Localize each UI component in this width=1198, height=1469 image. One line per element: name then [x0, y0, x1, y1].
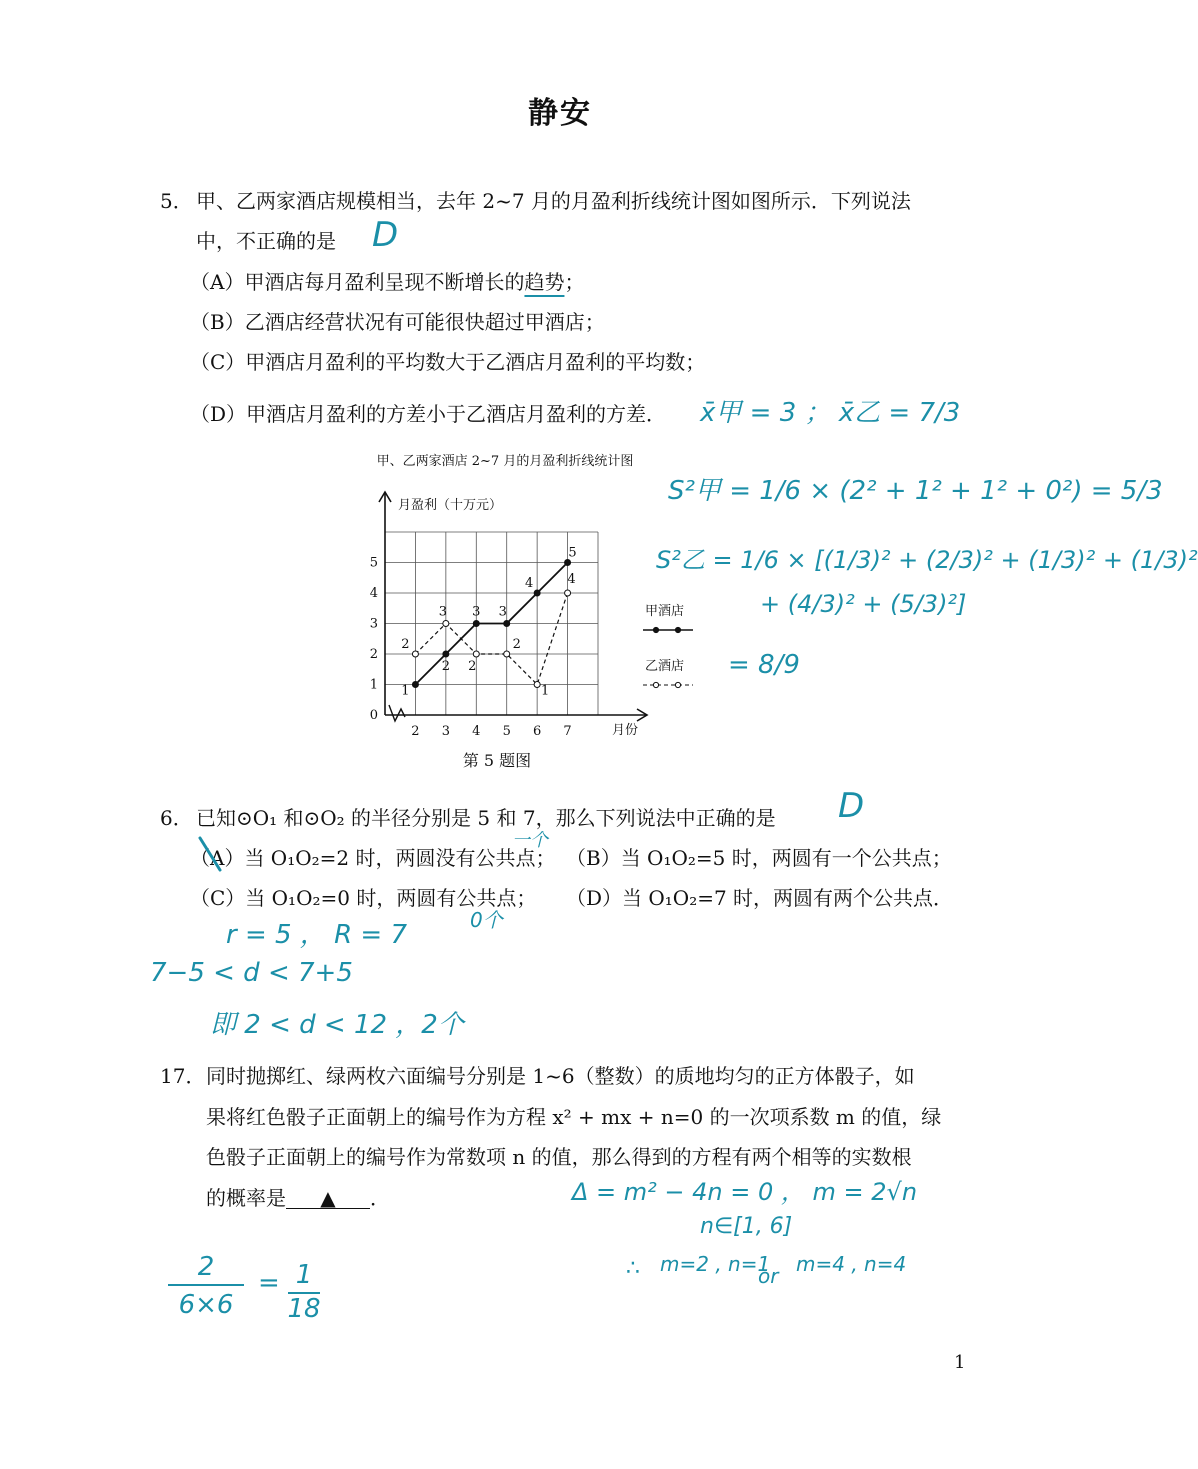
hw-q17-prob-eq: = — [258, 1268, 280, 1298]
hw-q17-prob-num: 2 — [197, 1252, 215, 1282]
chart-y-label: 月盈利（十万元） — [398, 498, 503, 513]
data-point — [412, 682, 418, 688]
hw-q5-answer: D — [372, 215, 399, 255]
data-label: 2 — [512, 637, 521, 652]
data-point — [473, 651, 479, 657]
hw-q6-conclusion: 即 2 < d < 12 ，2个 — [210, 1010, 464, 1040]
q17-blank-mark: ▲ — [320, 1186, 336, 1210]
data-point — [412, 651, 418, 657]
q5-option-b: （B）乙酒店经营状况有可能很快超过甲酒店； — [190, 310, 605, 334]
hw-q5-var-yi-eq: = 8/9 — [728, 650, 800, 680]
legend-marker — [675, 682, 680, 687]
q5-option-a — [190, 266, 584, 295]
x-tick-label: 3 — [441, 724, 450, 739]
x-tick-label: 2 — [411, 724, 420, 739]
q5-stem-line2: 中，不正确的是 — [196, 229, 336, 253]
q17-line2: 果将红色骰子正面朝上的编号作为方程 x² + mx + n=0 的一次项系数 m 的值，绿 — [206, 1105, 942, 1129]
q5-option-a-underlined: 趋势 — [524, 270, 565, 294]
data-point — [565, 590, 571, 596]
legend-label: 乙酒店 — [645, 659, 685, 674]
hw-q17-case2: m=4 , n=4 — [796, 1252, 907, 1276]
hw-q17-therefore: ∴ — [626, 1256, 640, 1281]
y-tick-label: 5 — [369, 555, 378, 571]
x-tick-label: 7 — [563, 724, 572, 739]
q5-option-c: （C）甲酒店月盈利的平均数大于乙酒店月盈利的平均数； — [190, 350, 706, 374]
y-tick-label: 3 — [369, 616, 378, 632]
q6-option-a: （A）当 O₁O₂=2 时，两圆没有公共点； — [190, 846, 556, 870]
hw-q6-radii: r = 5 ， R = 7 — [226, 920, 407, 950]
q6-number: 6． — [160, 806, 193, 830]
data-point — [534, 682, 540, 688]
data-label: 4 — [567, 572, 576, 587]
q17-line4-prefix: 的概率是 — [206, 1186, 286, 1210]
legend-marker — [675, 627, 680, 632]
q17-number: 17． — [160, 1064, 206, 1088]
data-point — [473, 621, 479, 627]
data-point — [443, 621, 449, 627]
q17-line3: 色骰子正面朝上的编号作为常数项 n 的值，那么得到的方程有两个相等的实数根 — [206, 1145, 912, 1169]
hw-q17-prob-den: 6×6 — [178, 1290, 234, 1320]
q6-option-c: （C）当 O₁O₂=0 时，两圆有公共点； — [190, 886, 537, 910]
chart-x-ticks — [411, 724, 571, 739]
hw-q17-fraction-bar — [168, 1284, 244, 1286]
hw-q6-answer: D — [838, 786, 865, 826]
q17-line4-suffix: ． — [370, 1186, 390, 1210]
hw-q5-means: x̄甲 = 3 ； x̄乙 = 7/3 — [700, 398, 961, 428]
data-label: 2 — [401, 637, 410, 652]
data-point — [534, 590, 540, 596]
data-point — [443, 651, 449, 657]
legend-marker — [653, 682, 658, 687]
hw-q17-case1: m=2 , n=1 — [660, 1252, 771, 1276]
q6-option-d: （D）当 O₁O₂=7 时，两圆有两个公共点． — [566, 886, 954, 910]
data-label: 5 — [568, 545, 577, 561]
data-label: 1 — [541, 683, 550, 699]
y-tick-label: 0 — [369, 708, 378, 723]
chart-legend — [643, 603, 693, 688]
hw-q6-note-a: 一个 — [512, 830, 548, 851]
q5-option-d: （D）甲酒店月盈利的方差小于乙酒店月盈利的方差． — [190, 402, 667, 426]
q5-option-a-end: ； — [564, 270, 585, 294]
page-title: 静安 — [528, 96, 592, 131]
data-label: 2 — [441, 659, 450, 674]
hw-q6-note-c: 0个 — [470, 908, 503, 932]
axis-break — [389, 705, 405, 721]
legend-marker — [653, 627, 658, 632]
chart-title: 甲、乙两家酒店 2~7 月的月盈利折线统计图 — [376, 454, 634, 469]
hw-q5-var-yi-2: + (4/3)² + (5/3)²] — [760, 590, 967, 618]
hw-q6-cross-mark — [196, 834, 226, 874]
data-point — [504, 651, 510, 657]
hw-q5-var-jia: S²甲 = 1/6 × (2² + 1² + 1² + 0²) = 5/3 — [668, 476, 1163, 506]
line-chart — [340, 440, 685, 780]
chart-x-label: 月份 — [612, 723, 639, 738]
data-label: 3 — [472, 604, 481, 620]
hw-q17-domain: n∈[1, 6] — [700, 1214, 793, 1239]
x-tick-label: 6 — [533, 724, 542, 739]
q17-line1: 同时抛掷红、绿两枚六面编号分别是 1~6（整数）的质地均匀的正方体骰子，如 — [206, 1064, 915, 1088]
data-label: 4 — [525, 576, 534, 591]
q5-stem-line1: 甲、乙两家酒店规模相当，去年 2~7 月的月盈利折线统计图如图所示．下列说法 — [196, 189, 911, 213]
hw-q17-or: or — [758, 1264, 779, 1288]
data-label: 2 — [468, 659, 477, 674]
hw-q17-delta: Δ = m² − 4n = 0 ， m = 2√n — [572, 1178, 918, 1206]
y-tick-label: 1 — [369, 677, 378, 693]
data-label: 3 — [498, 604, 507, 620]
hw-q5-var-yi-1: S²乙 = 1/6 × [(1/3)² + (2/3)² + (1/3)² + (1/3)² — [656, 546, 1198, 574]
chart-data-labels — [401, 546, 576, 699]
data-label: 3 — [438, 604, 447, 620]
x-tick-label: 5 — [502, 724, 511, 739]
y-tick-label: 4 — [369, 586, 378, 601]
legend-label: 甲酒店 — [645, 604, 685, 619]
data-point — [504, 621, 510, 627]
q6-option-b: （B）当 O₁O₂=5 时，两圆有一个公共点； — [566, 846, 952, 870]
chart-axes — [379, 492, 647, 721]
y-tick-label: 2 — [369, 647, 378, 662]
chart-caption: 第 5 题图 — [462, 751, 532, 770]
hw-q17-res-den: 18 — [287, 1294, 321, 1324]
q6-stem: 已知⊙O₁ 和⊙O₂ 的半径分别是 5 和 7，那么下列说法中正确的是 — [196, 806, 776, 830]
x-tick-label: 4 — [472, 724, 481, 739]
data-label: 1 — [401, 683, 410, 699]
hw-q6-range: 7−5 < d < 7+5 — [150, 958, 353, 988]
hw-q17-res-num: 1 — [295, 1260, 313, 1290]
chart-y-ticks — [370, 556, 378, 724]
q5-number: 5． — [160, 189, 193, 213]
q17-answer-blank — [286, 1188, 370, 1209]
q17-line4 — [206, 1182, 390, 1211]
q5-option-a-text: （A）甲酒店每月盈利呈现不断增长的 — [190, 270, 525, 294]
page-number: 1 — [954, 1352, 966, 1373]
